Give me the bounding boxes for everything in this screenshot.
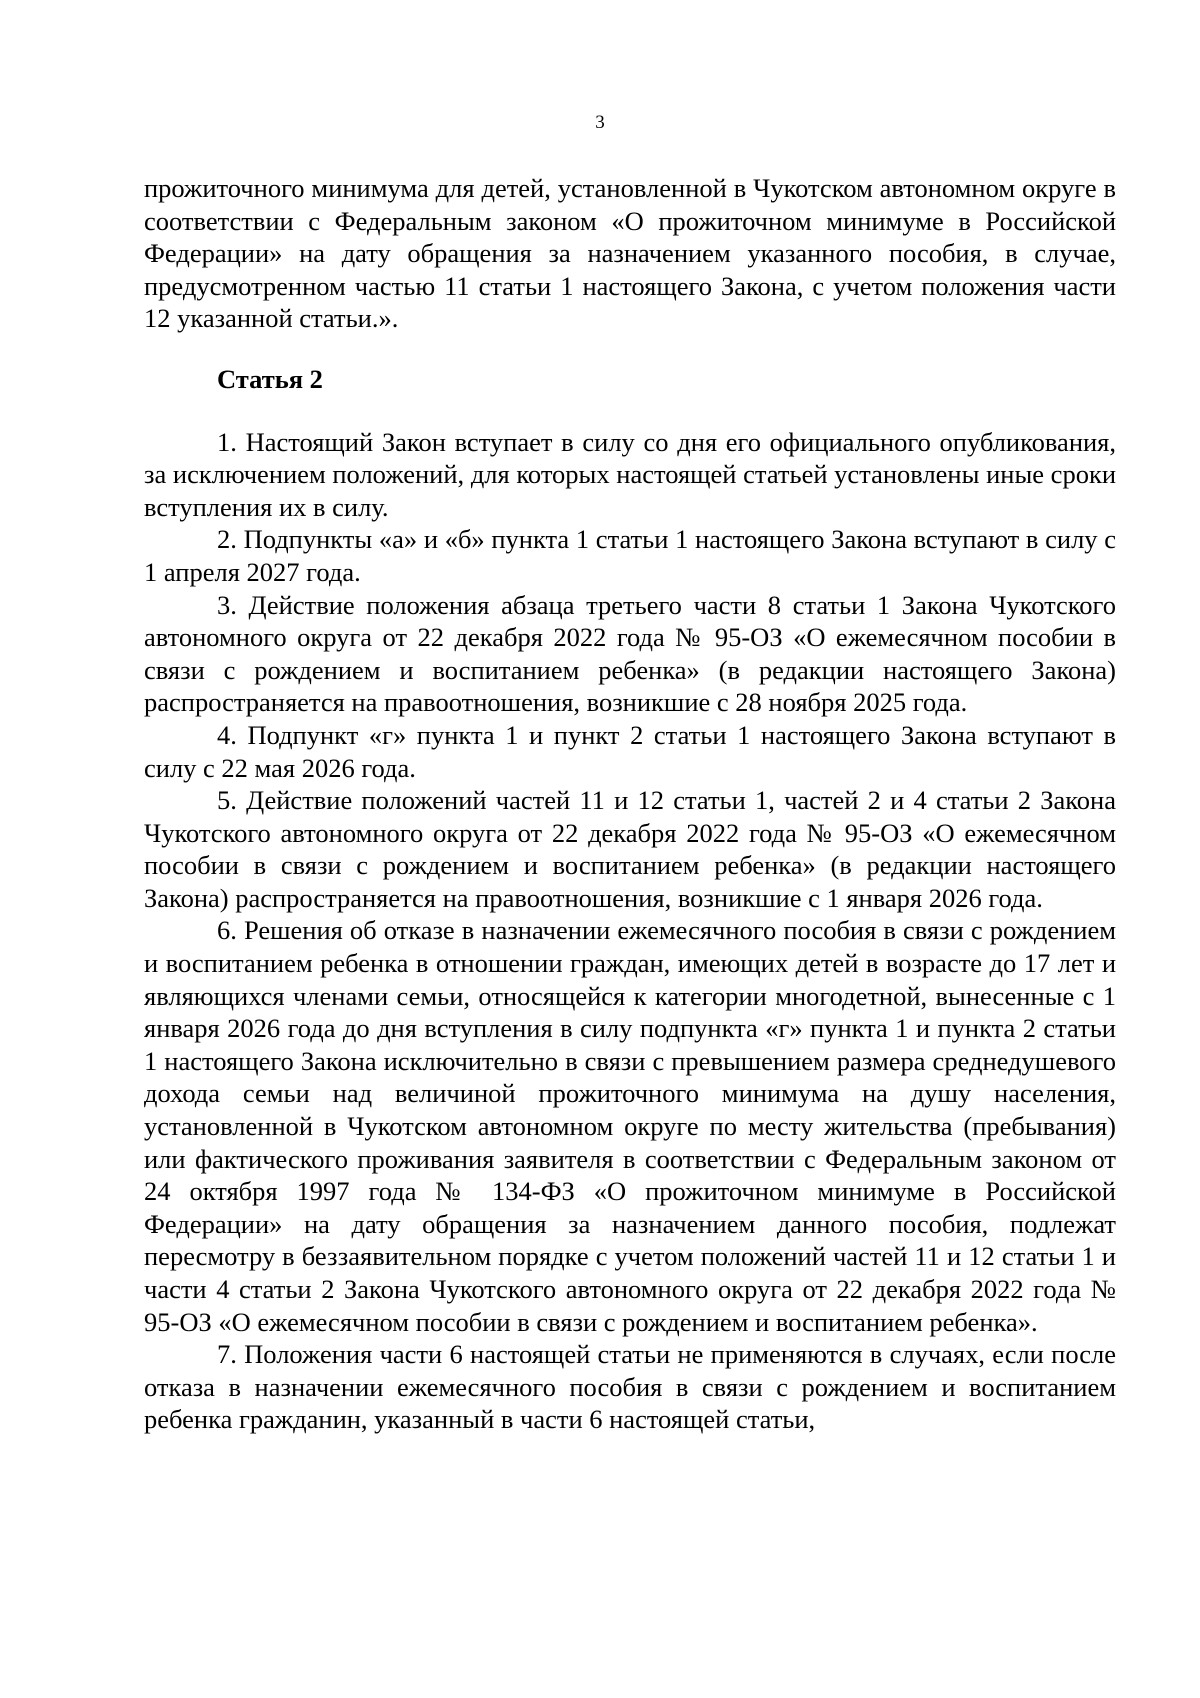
- article-paragraph-1: 1. Настоящий Закон вступает в силу со дня его официального опубликования, за исключением положений, для которых настоящей статьей установлены иные сроки вступления их в силу.: [144, 426, 1116, 522]
- intro-paragraph: прожиточного минимума для детей, установленной в Чукотском автономном округе в соответствии с Федеральным законом «О прожиточном минимуме в Российской Федерации» на дату обращения за назначением указанного пособия, в случае, предусмотренном частью 11 статьи 1 настоящего Закона, с учетом положения части 12 указанной статьи.».: [144, 173, 1116, 334]
- article-paragraph-2: 2. Подпункты «а» и «б» пункта 1 статьи 1 настоящего Закона вступают в силу с 1 апреля 2027 года.: [144, 524, 1116, 587]
- article-paragraph-4: 4. Подпункт «г» пункта 1 и пункт 2 статьи 1 настоящего Закона вступают в силу с 22 мая 2026 года.: [144, 719, 1116, 783]
- document-body: [144, 172, 1116, 1436]
- page-number: 3: [595, 112, 605, 133]
- article-paragraph-5: 5. Действие положений частей 11 и 12 статьи 1, частей 2 и 4 статьи 2 Закона Чукотского автономного округа от 22 декабря 2022 года № 95-ОЗ «О ежемесячном пособии в связи с рождением и воспитанием ребенка» (в редакции настоящего Закона) распространяется на правоотношения, возникшие с 1 января 2026 года.: [144, 785, 1116, 913]
- article-paragraph-6: 6. Решения об отказе в назначении ежемесячного пособия в связи с рождением и воспитанием ребенка в отношении граждан, имеющих детей в возрасте до 17 лет и являющихся членами семьи, относящейся к категории многодетной, вынесенные с 1 января 2026 года до дня вступления в силу подпункта «г» пункта 1 и пункта 2 статьи 1 настоящего Закона исключительно в связи с превышением размера среднедушевого дохода семьи над величиной прожиточного минимума на душу населения, установленной в Чукотском автономном округе по месту жительства (пребывания) или фактического проживания заявителя в соответствии с Федеральным законом от 24 октября 1997 года № 134-ФЗ «О прожиточном минимуме в Российской Федерации» на дату обращения за назначением данного пособия, подлежат пересмотру в беззаявительном порядке с учетом положений частей 11 и 12 статьи 1 и части 4 статьи 2 Закона Чукотского автономного округа от 22 декабря 2022 года № 95-ОЗ «О ежемесячном пособии в связи с рождением и воспитанием ребенка».: [144, 915, 1116, 1337]
- article-paragraph-3: 3. Действие положения абзаца третьего части 8 статьи 1 Закона Чукотского автономного округа от 22 декабря 2022 года № 95-ОЗ «О ежемесячном пособии в связи с рождением и воспитанием ребенка» (в редакции настоящего Закона) распространяется на правоотношения, возникшие с 28 ноября 2025 года.: [144, 589, 1116, 718]
- article-heading: Статья 2: [217, 363, 323, 394]
- article-paragraph-7: 7. Положения части 6 настоящей статьи не применяются в случаях, если после отказа в назначении ежемесячного пособия в связи с рождением и воспитанием ребенка гражданин, указанный в части 6 настоящей статьи,: [144, 1339, 1116, 1435]
